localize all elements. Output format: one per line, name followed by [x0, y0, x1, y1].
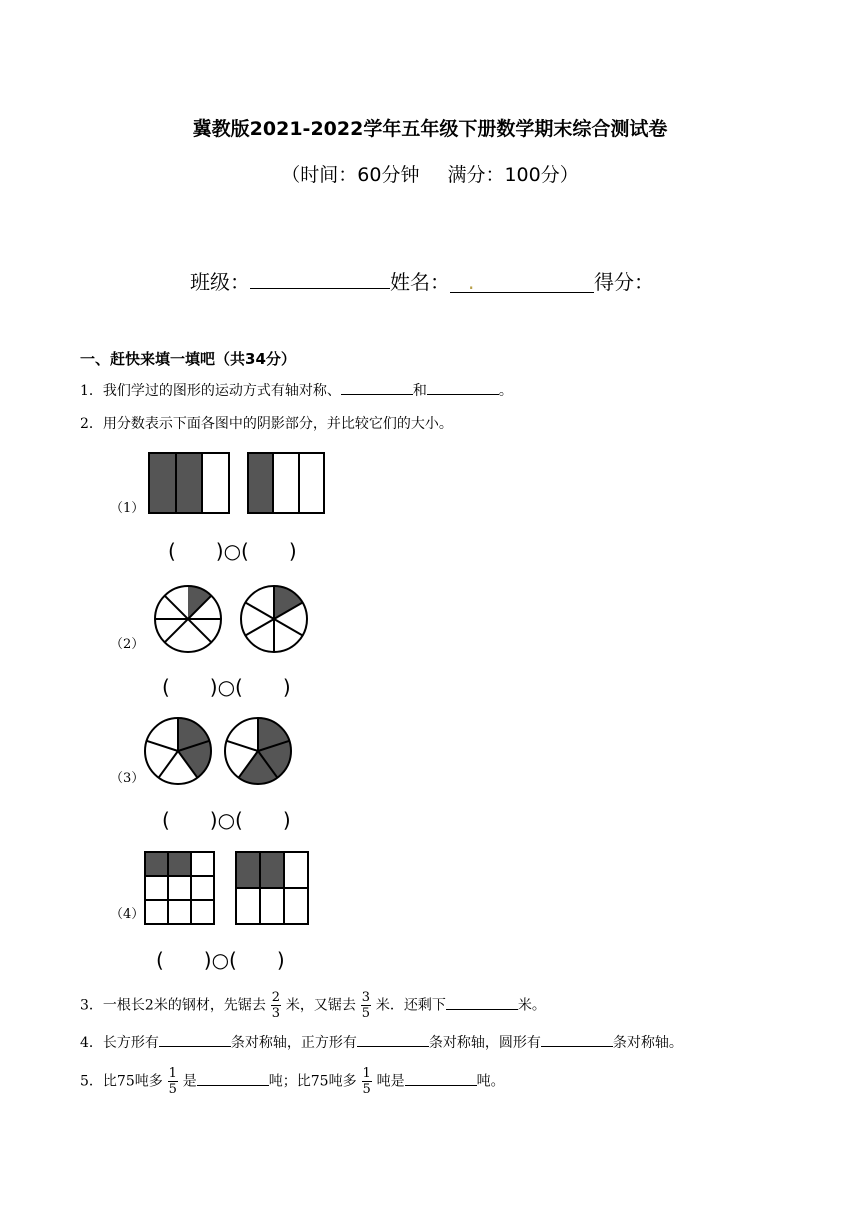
fraction-numerator: 3	[361, 990, 370, 1005]
question-text: 条对称轴，正方形有	[230, 1035, 357, 1051]
question-text: 我们学过的图形的运动方式有轴对称、	[102, 383, 341, 399]
question-number: 1．	[80, 383, 103, 399]
question-text: 是	[182, 1073, 197, 1090]
class-field[interactable]	[250, 266, 390, 289]
comparison-1[interactable]: ( )○( )	[168, 539, 297, 563]
question-text: 用分数表示下面各图中的阴影部分，并比较它们的大小。	[102, 416, 453, 432]
section-heading: 一、赶快来填一填吧（共34分）	[80, 350, 296, 368]
sub-item-label: （1）	[110, 501, 145, 516]
answer-blank[interactable]	[357, 1032, 429, 1047]
figure-2-circles	[152, 583, 312, 655]
question-text: 。	[498, 383, 513, 399]
answer-blank[interactable]	[427, 380, 499, 395]
name-field-mark: .	[468, 270, 475, 294]
question-4	[80, 1032, 683, 1052]
fraction-denominator: 5	[361, 1006, 370, 1021]
figure-4-grids	[144, 851, 310, 927]
question-text: 米，又锯去	[285, 997, 356, 1014]
answer-blank[interactable]	[197, 1071, 269, 1086]
fraction	[362, 1066, 372, 1097]
question-number: 5．	[80, 1073, 103, 1090]
score-info: 满分：100分）	[447, 164, 579, 186]
question-1	[80, 380, 513, 400]
fraction-denominator: 3	[271, 1006, 280, 1021]
fraction	[168, 1066, 178, 1097]
question-text: 条对称轴，圆形有	[428, 1035, 541, 1051]
question-text: 吨。	[476, 1073, 505, 1090]
question-text: 长方形有	[102, 1035, 159, 1051]
name-label: 姓名：	[390, 270, 450, 294]
question-text: 和	[412, 383, 427, 399]
question-number: 2．	[80, 416, 103, 432]
comparison-2[interactable]: ( )○( )	[162, 675, 291, 699]
fraction-denominator: 5	[168, 1082, 177, 1097]
comparison-4[interactable]: ( )○( )	[156, 948, 285, 972]
answer-blank[interactable]	[159, 1032, 231, 1047]
fraction-numerator: 1	[362, 1066, 371, 1081]
class-label: 班级：	[190, 270, 250, 294]
answer-blank[interactable]	[405, 1071, 477, 1086]
comparison-3[interactable]: ( )○( )	[162, 808, 291, 832]
sub-item-label: （2）	[110, 637, 145, 652]
time-info: （时间：60分钟	[281, 164, 420, 186]
fraction-denominator: 5	[362, 1082, 371, 1097]
answer-blank[interactable]	[341, 380, 413, 395]
figure-1-rectangles	[148, 452, 332, 514]
answer-blank[interactable]	[446, 995, 518, 1010]
fraction-numerator: 1	[168, 1066, 177, 1081]
fraction	[361, 990, 371, 1021]
question-3	[80, 990, 546, 1021]
fraction	[271, 990, 281, 1021]
question-text: 一根长2米的钢材，先锯去	[102, 997, 266, 1014]
sub-item-label: （4）	[110, 907, 145, 922]
figure-3-circles	[144, 715, 296, 787]
student-info-row	[190, 266, 654, 295]
page-title: 冀教版2021-2022学年五年级下册数学期末综合测试卷	[192, 118, 668, 140]
question-text: 米．还剩下	[375, 997, 446, 1014]
sub-item-label: （3）	[110, 771, 145, 786]
question-2	[80, 413, 453, 433]
question-5	[80, 1066, 505, 1097]
question-text: 吨是	[376, 1073, 405, 1090]
question-number: 3．	[80, 997, 103, 1014]
question-number: 4．	[80, 1035, 103, 1051]
name-field[interactable]	[450, 270, 594, 293]
question-text: 条对称轴。	[612, 1035, 683, 1051]
exam-subtitle	[0, 160, 860, 187]
answer-blank[interactable]	[541, 1032, 613, 1047]
score-label: 得分：	[594, 270, 654, 294]
question-text: 比75吨多	[102, 1073, 163, 1090]
question-text: 米。	[517, 997, 546, 1014]
fraction-numerator: 2	[271, 990, 280, 1005]
question-text: 吨；比75吨多	[268, 1073, 357, 1090]
